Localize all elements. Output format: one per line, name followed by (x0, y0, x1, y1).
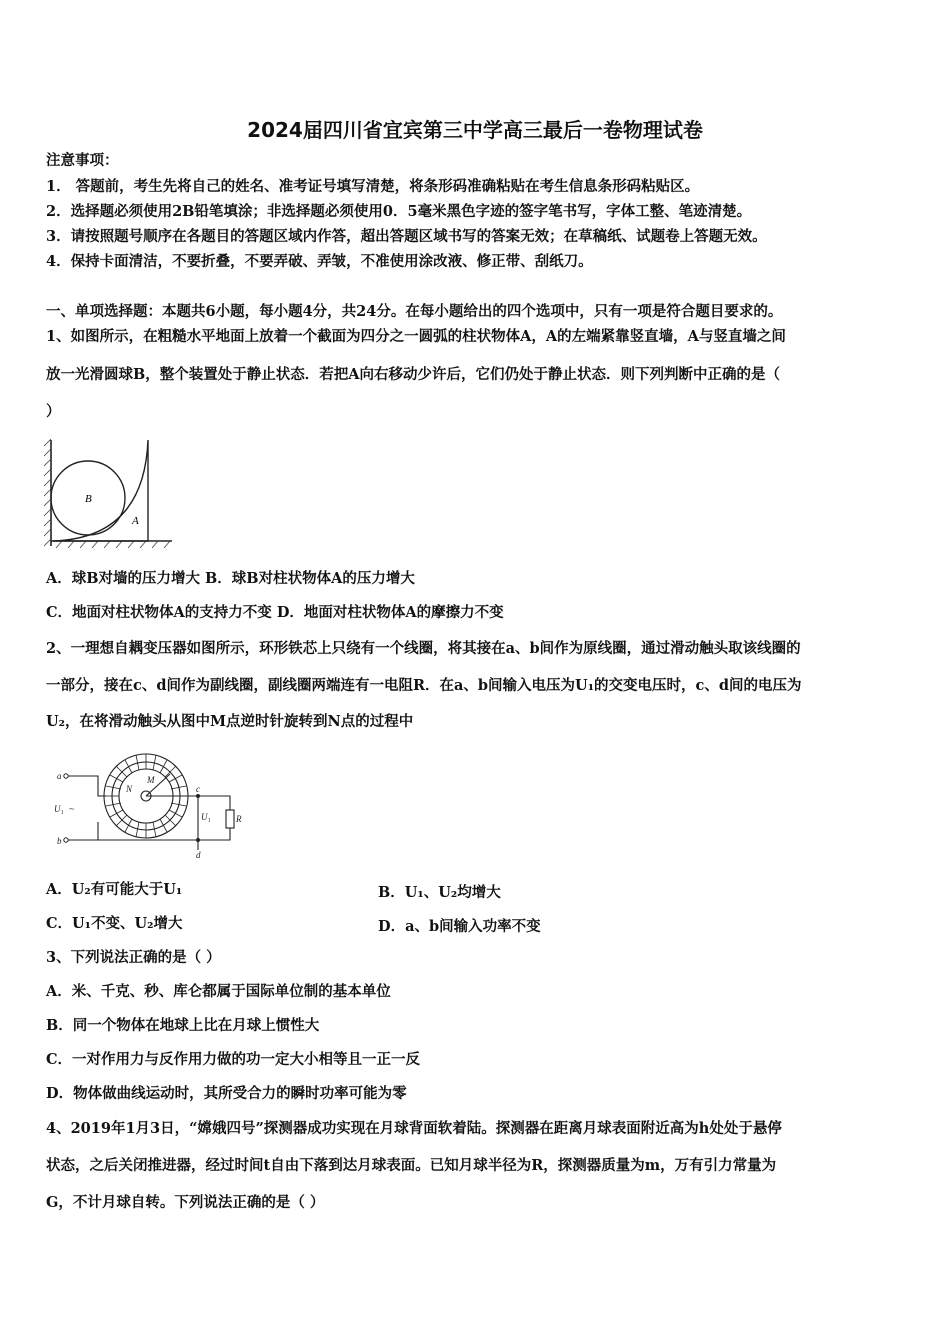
q2-figure (52, 752, 248, 862)
q3-option: B．同一个物体在地球上比在月球上惯性大 (46, 1017, 320, 1034)
label-c: c (196, 784, 200, 794)
q2-stem-line: 一部分，接在c、d间作为副线圈，副线圈两端连有一电阻R．在a、b间输入电压为U₁的交变电压时，c、d间的电压为 (46, 677, 802, 694)
q4-stem-line: 状态，之后关闭推进器，经过时间t自由下落到达月球表面。已知月球半径为R，探测器质量为m，万有引力常量为 (46, 1157, 777, 1174)
q2-option: B．U₁、U₂均增大 (378, 884, 501, 901)
q1-stem-line: 1、如图所示，在粗糙水平地面上放着一个截面为四分之一圆弧的柱状物体A，A的左端紧靠竖直墙，A与竖直墙之间 (46, 328, 786, 345)
q4-stem-line: G，不计月球自转。下列说法正确的是（ ） (46, 1194, 325, 1211)
q3-option: A．米、千克、秒、库仑都属于国际单位制的基本单位 (46, 983, 391, 1000)
label-u2: U₁ (201, 812, 211, 822)
q3-stem: 3、下列说法正确的是（ ） (46, 949, 221, 966)
label-tilde: ~ (69, 804, 74, 814)
q2-option: D．a、b间输入功率不变 (378, 918, 541, 935)
q4-stem-line: 4、2019年1月3日，“嫦娥四号”探测器成功实现在月球背面软着陆。探测器在距离月球表面附近高为h处处于悬停 (46, 1120, 782, 1137)
q3-option: C．一对作用力与反作用力做的功一定大小相等且一正一反 (46, 1051, 421, 1068)
notice-item: 4．保持卡面清洁，不要折叠，不要弄破、弄皱，不准使用涂改液、修正带、刮纸刀。 (46, 253, 593, 270)
notice-item: 3．请按照题号顺序在各题目的答题区域内作答，超出答题区域书写的答案无效；在草稿纸、试题卷上答题无效。 (46, 228, 767, 245)
notice-item: 1． 答题前，考生先将自己的姓名、准考证号填写清楚，将条形码准确粘贴在考生信息条形码粘贴区。 (46, 178, 700, 195)
q3-option: D．物体做曲线运动时，其所受合力的瞬时功率可能为零 (46, 1085, 407, 1102)
label-a: a (57, 771, 62, 781)
section-heading: 一、单项选择题：本题共6小题，每小题4分，共24分。在每小题给出的四个选项中，只有一项是符合题目要求的。 (46, 303, 783, 320)
label-d: d (196, 850, 201, 860)
label-b: B (85, 493, 92, 505)
notice-item: 2．选择题必须使用2B铅笔填涂；非选择题必须使用0．5毫米黑色字迹的签字笔书写，字体工整、笔迹清楚。 (46, 203, 752, 220)
q1-stem-line: 放一光滑圆球B，整个装置处于静止状态．若把A向右移动少许后，它们仍处于静止状态．则下列判断中正确的是（ (46, 366, 781, 383)
label-n: N (126, 784, 133, 794)
q2-stem-line: U₂，在将滑动触头从图中M点逆时针旋转到N点的过程中 (46, 713, 414, 730)
label-r: R (236, 814, 242, 824)
label-m: M (147, 775, 155, 785)
q1-option-line: A．球B对墙的压力增大 B．球B对柱状物体A的压力增大 (46, 570, 415, 587)
q1-figure (44, 436, 174, 550)
label-a: A (132, 515, 139, 527)
q2-option: C．U₁不变、U₂增大 (46, 915, 183, 932)
q1-stem-line: ） (46, 403, 61, 420)
notice-heading: 注意事项： (46, 152, 119, 169)
q1-option-line: C．地面对柱状物体A的支持力不变 D．地面对柱状物体A的摩擦力不变 (46, 604, 504, 621)
label-u1: U₁ (54, 804, 64, 814)
q2-stem-line: 2、一理想自耦变压器如图所示，环形铁芯上只绕有一个线圈，将其接在a、b间作为原线圈，通过滑动触头取该线圈的 (46, 640, 801, 657)
label-b: b (57, 836, 62, 846)
q2-option: A．U₂有可能大于U₁ (46, 881, 183, 898)
page-title: 2024届四川省宜宾第三中学高三最后一卷物理试卷 (247, 118, 703, 142)
